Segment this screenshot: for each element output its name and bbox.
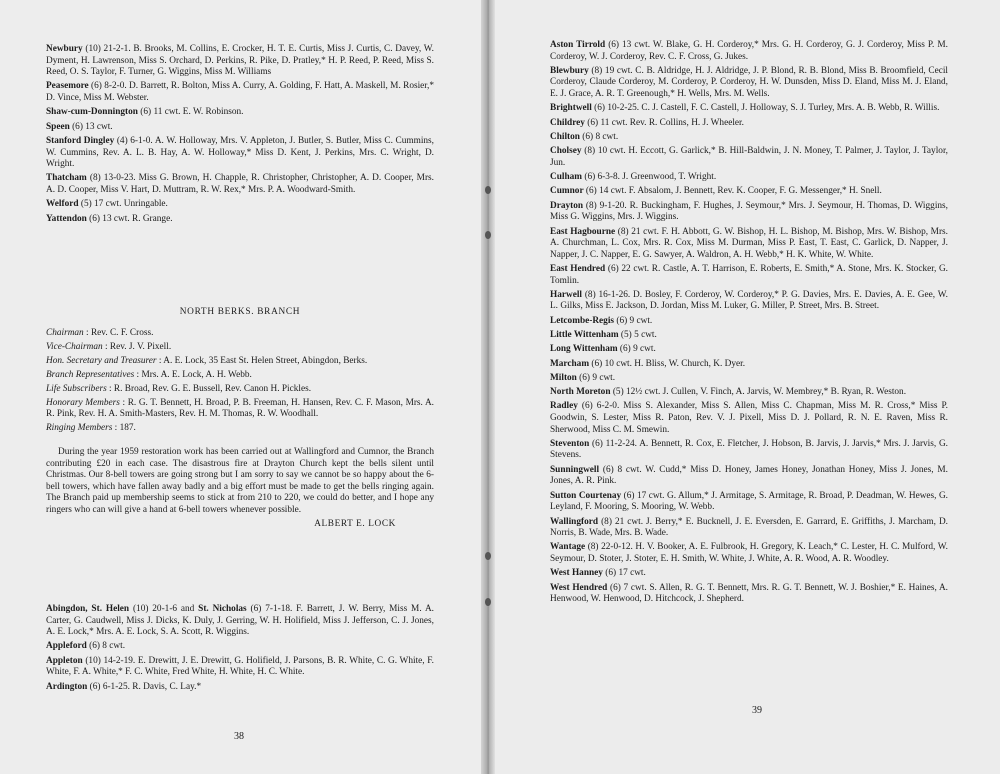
tower-entry <box>550 118 948 130</box>
tower-details: (6) 8 cwt. <box>579 131 619 142</box>
tower-details: (5) 5 cwt. <box>618 330 657 340</box>
tower-name: Wallingford <box>550 516 599 527</box>
officer-value: : A. E. Lock, 35 East St. Helen Street, Abingdon, Berks. <box>156 355 368 366</box>
tower-entry <box>550 316 948 328</box>
tower-details: (6) 17 cwt. G. Allum,* J. Armitage, S. Armitage, R. Broad, P. Deadman, W. Hewes, G. Leyland, F. Mooring, S. Mooring, W. Webb. <box>550 490 948 513</box>
tower-entry <box>550 401 948 436</box>
tower-entry <box>550 359 948 371</box>
tower-name: Sutton Courtenay <box>550 490 622 501</box>
tower-name: West Hendred <box>550 582 608 593</box>
tower-details: (6) 8 cwt. <box>86 641 126 652</box>
tower-details: (6) 6-1-25. R. Davis, C. Lay.* <box>87 681 202 692</box>
tower-details: (4) 6-1-0. A. W. Holloway, Mrs. V. Appleton, J. Butler, S. Butler, Miss C. Cummins, W. Cummins, Rev. A. L. B. Hay, A. W. Holloway,* Miss D. Kent, J. Perkins, Mrs. C. Wright, D. Wright. <box>46 135 434 170</box>
binding-hole <box>485 186 491 194</box>
tower-entry <box>550 465 948 488</box>
officer-value: : Mrs. A. E. Lock, A. H. Webb. <box>134 369 252 380</box>
tower-details: (5) 12½ cwt. J. Cullen, V. Finch, A. Jarvis, W. Membrey,* B. Ryan, R. Weston. <box>610 387 907 398</box>
tower-name: Letcombe-Regis <box>550 315 615 326</box>
page-number: 39 <box>752 705 762 716</box>
officer-line <box>46 328 434 340</box>
tower-details: (6) 11-2-24. A. Bennett, R. Cox, E. Fletcher, J. Hobson, B. Jarvis, J. Jarvis,* Mrs. J. Jarvis, G. Stevens. <box>550 438 948 461</box>
right-page <box>488 0 1000 774</box>
tower-name: East Hendred <box>550 263 606 274</box>
page-number: 38 <box>234 731 244 742</box>
tower-details: (6) 13 cwt. W. Blake, G. H. Corderoy,* Mrs. G. H. Corderoy, G. J. Corderoy, Miss P. M. Corderoy, W. J. Corderoy, Rev. C. F. Cross, G. Jukes. <box>550 40 948 62</box>
tower-name: Marcham <box>550 358 590 369</box>
officer-value: : Rev. C. F. Cross. <box>83 327 154 338</box>
tower-entry <box>550 344 948 356</box>
tower-entry <box>550 542 948 565</box>
tower-entry <box>550 201 948 224</box>
tower-entry <box>550 330 948 342</box>
tower-name: West Hanney <box>550 568 603 579</box>
officer-value: : R. Broad, Rev. G. E. Bussell, Rev. Canon H. Pickles. <box>106 383 312 394</box>
officer-value: : Rev. J. V. Pixell. <box>102 341 172 352</box>
tower-name: North Moreton <box>550 387 611 398</box>
tower-entry <box>550 40 948 63</box>
tower-entry <box>550 517 948 540</box>
tower-name: Abingdon, St. Helen <box>46 604 130 614</box>
officer-line <box>46 423 434 435</box>
tower-entry <box>46 199 434 211</box>
branch-heading: NORTH BERKS. BRANCH <box>179 307 301 317</box>
tower-details: (6) 6-3-8. J. Greenwood, T. Wright. <box>582 172 717 183</box>
tower-entry <box>46 682 434 694</box>
officer-value: : 187. <box>112 423 136 434</box>
tower-entry <box>46 604 434 639</box>
tower-details: (8) 13-0-23. Miss G. Brown, H. Chapple, R. Christopher, Christopher, A. D. Cooper, Mrs. A. D. Cooper, Miss V. Hart, D. Muttram, R. W. Rex,* Mrs. P. A. Woodward-Smith. <box>46 173 434 195</box>
tower-details: (6) 7-1-18. F. Barrett, J. W. Berry, Miss M. A. Carter, G. Caudwell, Miss J. Dicks, K. Duly, J. Gerring, W. H. Holifield, Miss J. Jefferson, C. J. Jones, A. E. Lock,* Mrs. A. E. Lock, S. A. Scott, R. Wiggins. <box>46 604 435 638</box>
tower-name: Blewbury <box>550 65 589 76</box>
officer-role: Hon. Secretary and Treasurer <box>46 355 157 366</box>
tower-entry <box>550 132 948 144</box>
tower-name: Long Wittenham <box>550 344 618 355</box>
tower-entry <box>550 172 948 184</box>
tower-entry <box>46 173 434 196</box>
tower-details: (10) 14-2-19. E. Drewitt, J. E. Drewitt, G. Holifield, J. Parsons, B. R. White, C. G. White, F. White, F. A. White,* F. C. White, Fred White, H. White, H. C. White. <box>46 655 434 678</box>
tower-details: (6) 13 cwt. R. Grange. <box>86 213 173 224</box>
tower-entry <box>550 264 948 287</box>
tower-details: (6) 9 cwt. <box>617 344 656 355</box>
tower-details: (8) 10 cwt. H. Eccott, G. Garlick,* B. Hill-Baldwin, J. N. Money, T. Palmer, J. Taylor, J. Taylor, Jun. <box>550 146 948 168</box>
tower-entry <box>46 81 434 104</box>
tower-name: Culham <box>550 172 583 183</box>
tower-details: (8) 21 cwt. J. Berry,* E. Bucknell, J. E. Eversden, E. Garrard, E. Griffiths, J. Marcham, D. Norris, B. Wade, Mrs. B. Wade. <box>550 516 948 539</box>
left-page <box>0 0 488 774</box>
binding-hole <box>485 231 491 239</box>
left-towers-top <box>46 44 434 228</box>
tower-details: (5) 17 cwt. Unringable. <box>78 199 168 210</box>
tower-details: (6) 7 cwt. S. Allen, R. G. T. Bennett, Mrs. R. G. T. Bennett, W. J. Boshier,* E. Haines, A. Henwood, W. Henwood, D. Hitchcock, J. Shepherd. <box>550 582 949 605</box>
tower-name: Childrey <box>550 117 585 128</box>
tower-name: Ardington <box>46 681 88 692</box>
tower-entry <box>550 186 948 198</box>
tower-name: Welford <box>46 199 79 210</box>
tower-details: (6) 9 cwt. <box>614 315 653 326</box>
branch-section <box>46 307 434 530</box>
tower-details: (8) 21 cwt. F. H. Abbott, G. W. Bishop, H. L. Bishop, M. Bishop, Mrs. W. Bishop, Mrs. A. Churchman, L. Cox, Mrs. R. Cox, Miss M. Durman, Miss P. East, T. East, C. Garlick, D. Napper, J. Napper, J. C. Napper, E. G. Sawyer, A. Waldron, A. H. Webb,* H. K. White, W. White. <box>550 226 948 260</box>
officer-role: Ringing Members <box>46 423 113 434</box>
tower-details: (6) 13 cwt. <box>69 121 113 132</box>
tower-entry <box>550 491 948 514</box>
tower-details: (6) 11 cwt. Rev. R. Collins, H. J. Wheeler. <box>584 117 744 128</box>
tower-name: Drayton <box>550 200 584 211</box>
officer-role: Honorary Members <box>46 397 120 408</box>
tower-name: Shaw-cum-Donnington <box>46 107 138 118</box>
tower-name: Cumnor <box>550 186 584 197</box>
tower-entry <box>550 227 948 262</box>
tower-entry <box>550 387 948 399</box>
tower-name: Steventon <box>550 438 590 449</box>
officer-line <box>46 370 434 382</box>
tower-name: Peasemore <box>46 81 89 92</box>
tower-details: (6) 14 cwt. F. Absalom, J. Bennett, Rev. K. Cooper, F. G. Messenger,* H. Snell. <box>583 186 882 197</box>
tower-name: St. Nicholas <box>198 604 247 614</box>
tower-details: (10) 20-1-6 and <box>129 604 199 614</box>
tower-entry <box>550 568 948 580</box>
tower-name: Wantage <box>550 542 586 553</box>
tower-details: (6) 10 cwt. H. Bliss, W. Church, K. Dyer. <box>589 358 746 369</box>
tower-entry <box>46 656 434 679</box>
tower-details: (6) 11 cwt. E. W. Robinson. <box>137 107 244 118</box>
tower-name: Sunningwell <box>550 464 600 475</box>
officer-line <box>46 356 434 368</box>
tower-details: (8) 9-1-20. R. Buckingham, F. Hughes, J. Seymour,* Mrs. J. Seymour, H. Thomas, D. Wiggins, Miss G. Wiggins, Mrs. J. Wiggins. <box>550 200 948 223</box>
tower-name: Chilton <box>550 131 580 142</box>
binding-hole <box>485 598 491 606</box>
tower-entry <box>550 290 948 313</box>
tower-details: (6) 8-2-0. D. Barrett, R. Bolton, Miss A. Curry, A. Golding, F. Hatt, A. Maskell, M. Rosier,* D. Vince, Miss M. Webster. <box>46 81 434 104</box>
tower-name: Cholsey <box>550 146 582 157</box>
tower-name: Harwell <box>550 289 583 300</box>
tower-details: (6) 17 cwt. <box>602 568 646 579</box>
tower-entry <box>550 146 948 169</box>
tower-name: Appleton <box>46 655 83 666</box>
tower-name: Newbury <box>46 44 83 54</box>
right-towers <box>550 40 948 608</box>
tower-name: Aston Tirrold <box>550 40 606 50</box>
tower-name: Stanford Dingley <box>46 135 115 146</box>
left-towers-bottom <box>46 604 434 696</box>
binding-hole <box>485 552 491 560</box>
tower-entry <box>550 66 948 101</box>
book-gutter <box>481 0 495 774</box>
tower-entry <box>46 641 434 653</box>
officer-role: Life Subscribers <box>46 383 107 394</box>
tower-entry <box>46 214 434 226</box>
tower-entry <box>46 44 434 79</box>
tower-details: (8) 16-1-26. D. Bosley, F. Corderoy, W. Corderoy,* P. G. Davies, Mrs. E. Davies, A. E. Gee, W. L. Gilks, Miss E. Jackson, D. Jordan, Miss M. Luker, G. Miller, P. Street, Mrs. B. Street. <box>550 289 948 312</box>
tower-details: (8) 22-0-12. H. V. Booker, A. E. Fulbrook, H. Gregory, K. Leach,* C. Lester, H. C. Mulford, W. Seymour, D. Stoter, J. Stoter, E. H. Smith, W. White, J. White, A. R. Wood, A. R. Woodley. <box>550 542 948 564</box>
report-signature: ALBERT E. LOCK <box>314 518 396 529</box>
tower-details: (6) 6-2-0. Miss S. Alexander, Miss S. Allen, Miss C. Chapman, Miss M. R. Cross,* Miss P. Goodwin, S. Lester, Miss R. Paton, Rev. V. J. Pixell, Miss D. J. Pollard, R. N. E. Raven, Miss R. Sherwood, Miss C. M. Smewin. <box>550 401 948 435</box>
tower-details: (6) 9 cwt. <box>576 372 616 383</box>
officer-role: Vice-Chairman <box>46 341 103 352</box>
tower-details: (6) 8 cwt. W. Cudd,* Miss D. Honey, James Honey, Jonathan Honey, Miss J. Jones, M. Jones, A. R. Pink. <box>550 464 948 487</box>
tower-name: Little Wittenham <box>550 330 619 340</box>
tower-name: Appleford <box>46 641 87 652</box>
tower-details: (10) 21-2-1. B. Brooks, M. Collins, E. Crocker, H. T. E. Curtis, Miss J. Curtis, C. Davey, W. Dyment, H. Lawrenson, Miss S. Orchard, D. Perkins, R. Pike, D. Pratley,* H. P. Reed, P. Reed, Miss S. Reed, O. S. Taylor, F. Turner, G. Wiggins, Miss M. Williams <box>46 44 434 78</box>
tower-entry <box>46 122 434 134</box>
tower-entry <box>550 373 948 385</box>
officer-line <box>46 384 434 396</box>
tower-entry <box>550 103 948 115</box>
tower-entry <box>550 583 948 606</box>
tower-name: Milton <box>550 372 577 383</box>
tower-entry <box>550 439 948 462</box>
officer-role: Branch Representatives <box>46 369 135 380</box>
tower-entry <box>46 107 434 119</box>
tower-name: Radley <box>550 401 578 412</box>
officer-value: : R. G. T. Bennett, H. Broad, P. B. Freeman, H. Hansen, Rev. C. F. Mason, Mrs. A. R. Pink, Rev. H. A. Smith-Masters, Rev. H. M. Thomas, R. W. Woodhall. <box>46 397 435 420</box>
tower-entry <box>46 136 434 171</box>
officer-line <box>46 342 434 354</box>
branch-report: During the year 1959 restoration work has been carried out at Wallingford and Cumnor, the Branch contributing £20 in each case. The disastrous fire at Drayton Church kept the bells silent until Christmas. Our 8-bell towers are going strong but I am sorry to say we cannot be so happy about the 6-bell towers, which have fallen away badly and a big effort must be made to get the bells ringing again. The Branch paid up membership seems to stick at from 210 to 220, we could do better, and I hope any ringers who can will give a hand at 6-bell towers whenever possible. <box>46 447 434 516</box>
tower-details: (8) 19 cwt. C. B. Aldridge, H. J. Aldridge, J. P. Blond, R. B. Blond, Miss B. Broomfield, Cecil Corderoy, Claude Corderoy, M. Corderoy, P. Corderoy, H. W. Dunsden, Miss D. Eland, Miss M. J. Eland, E. J. Grace, A. R. T. Greenough,* H. Wells, Mrs. M. Wells. <box>550 65 948 100</box>
officer-role: Chairman <box>46 327 84 338</box>
officer-line <box>46 398 434 421</box>
tower-name: Yattendon <box>46 213 87 224</box>
tower-details: (6) 22 cwt. R. Castle, A. T. Harrison, E. Roberts, E. Smith,* A. Stone, Mrs. K. Stocker, G. Tomlin. <box>550 263 949 286</box>
tower-name: East Hagbourne <box>550 226 616 237</box>
tower-name: Thatcham <box>46 173 87 184</box>
tower-name: Speen <box>46 121 70 132</box>
tower-details: (6) 10-2-25. C. J. Castell, F. C. Castell, J. Holloway, S. J. Turley, Mrs. A. B. Webb, R. Willis. <box>591 103 940 114</box>
tower-name: Brightwell <box>550 103 592 114</box>
